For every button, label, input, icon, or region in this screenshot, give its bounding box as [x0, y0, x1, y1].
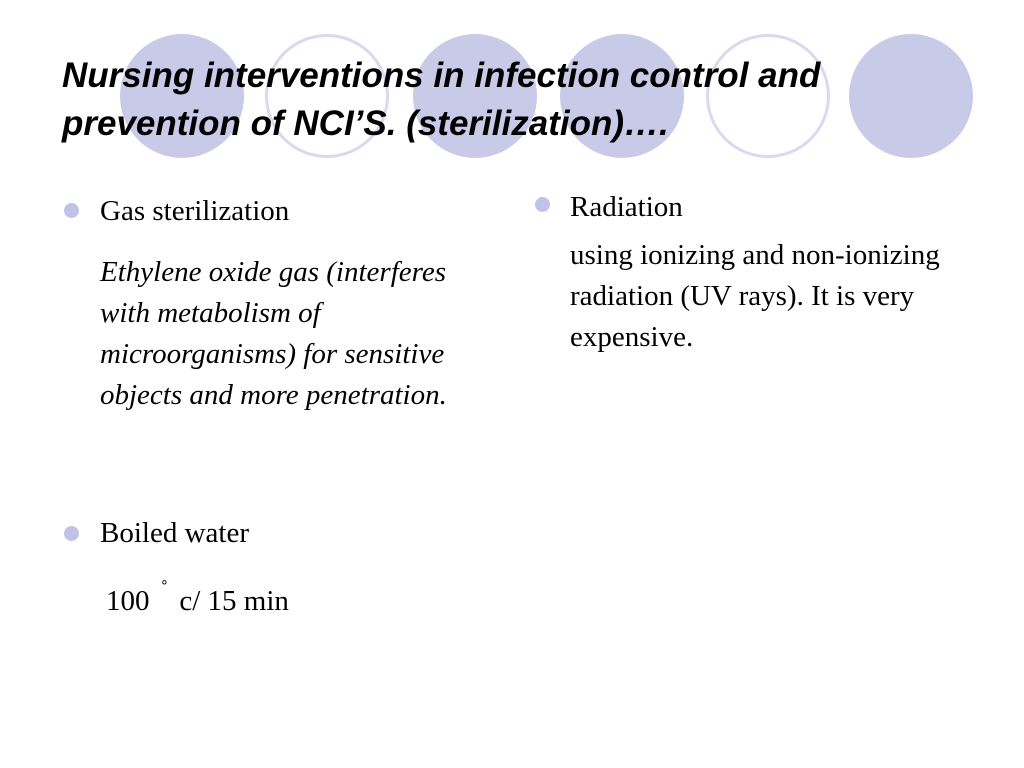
bullet-icon — [64, 203, 79, 218]
degree-symbol: ˚ — [160, 576, 169, 601]
boiled-water-temperature: 100 — [106, 585, 150, 617]
boiled-water-detail — [106, 570, 289, 620]
boiled-water-unit: c/ 15 min — [179, 585, 289, 617]
slide-title: Nursing interventions in infection control and prevention of NCI’S. (sterilization)…. — [62, 56, 821, 143]
bullet-icon — [64, 526, 79, 541]
gas-sterilization-detail: Ethylene oxide gas (interferes with metabolism of microorganisms) for sensitive objects and more penetration. — [100, 256, 447, 411]
gas-sterilization-heading: Gas sterilization — [100, 195, 290, 227]
radiation-detail: using ionizing and non-ionizing radiation (UV rays). It is very expensive. — [570, 239, 940, 353]
bullet-icon — [535, 197, 550, 212]
radiation-heading: Radiation — [570, 191, 683, 223]
boiled-water-heading: Boiled water — [100, 517, 249, 549]
